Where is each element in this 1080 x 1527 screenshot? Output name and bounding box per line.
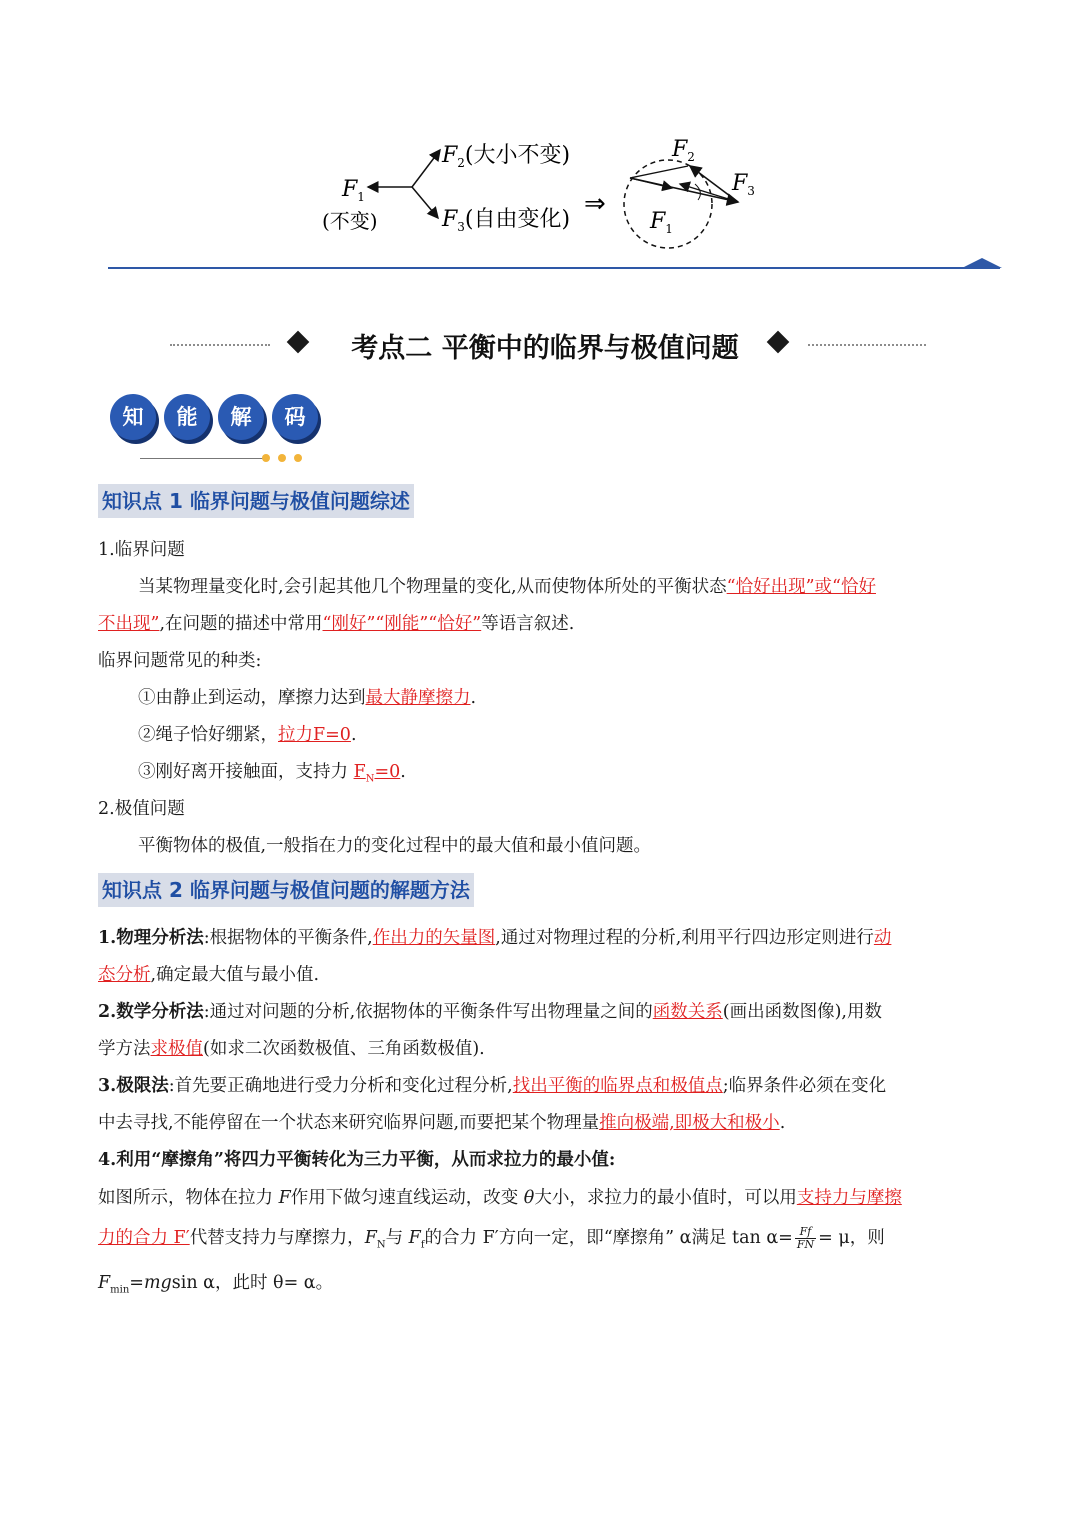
f3-arrow xyxy=(412,187,438,218)
force-diagram xyxy=(300,128,780,258)
kp1-heading: 知识点 1 临界问题与极值问题综述 xyxy=(98,484,414,518)
kp2-m2-line1: 2.数学分析法:通过对问题的分析,依据物体的平衡条件写出物理量之间的函数关系(画出函数图像),用数 xyxy=(98,1002,882,1022)
f2-label: $F_2$(大小不变) xyxy=(442,143,571,170)
header-divider xyxy=(108,267,1000,269)
divider-cap xyxy=(962,258,1002,268)
f2-arrow xyxy=(412,150,440,187)
section-title-row xyxy=(160,320,930,370)
kp2-m4-title: 4.利用“摩擦角”将四力平衡转化为三力平衡，从而求拉力的最小值: xyxy=(98,1150,616,1170)
kp1-kinds: 临界问题常见的种类: xyxy=(98,651,262,671)
f3-label: $F_3$(自由变化) xyxy=(442,207,571,234)
badge-dot xyxy=(262,454,270,462)
f1-note: (不变) xyxy=(322,209,378,233)
badge-neng: 能 xyxy=(164,394,210,440)
section-title: 考点二 平衡中的临界与极值问题 xyxy=(351,333,739,364)
badge-underline xyxy=(140,458,264,459)
friction-ratio: $\frac{Ff}{FN}$ xyxy=(796,1225,815,1251)
kp1-s2-title: 2.极值问题 xyxy=(98,799,185,819)
kp1-p1: 当某物理量变化时,会引起其他几个物理量的变化,从而使物体所处的平衡状态“恰好出现”或“恰好 xyxy=(138,577,876,597)
kp2-m4-line1: 如图所示，物体在拉力 F作用下做匀速直线运动，改变 θ大小，求拉力的最小值时，可以用支持力与摩擦 xyxy=(98,1188,902,1208)
right-f3-label: $F_3$ xyxy=(732,171,755,198)
kp2-m3-line2: 中去寻找,不能停留在一个状态来研究临界问题,而要把某个物理量推向极端,即极大和极小. xyxy=(98,1113,786,1133)
title-dots-left xyxy=(170,344,270,346)
implies-arrow: ⇒ xyxy=(584,189,606,219)
kp2-m2-line2: 学方法求极值(如求二次函数极值、三角函数极值). xyxy=(98,1039,485,1059)
kp2-m1-line2: 态分析,确定最大值与最小值. xyxy=(98,965,320,985)
kp2-m4-line3: $F_{min}=mgsin$ α，此时 θ= α。 xyxy=(98,1273,334,1296)
kp1-s1-title: 1.临界问题 xyxy=(98,540,185,560)
kp1-k2: ②绳子恰好绷紧，拉力F=0. xyxy=(138,725,357,745)
kp2-m3-line1: 3.极限法:首先要正确地进行受力分析和变化过程分析,找出平衡的临界点和极值点;临界条件必须在变化 xyxy=(98,1076,887,1096)
badge-ma: 码 xyxy=(272,394,318,440)
knowledge-badges xyxy=(108,392,328,472)
badge-jie: 解 xyxy=(218,394,264,440)
kp2-m1-line1: 1.物理分析法:根据物体的平衡条件,作出力的矢量图,通过对物理过程的分析,利用平行四边形定则进行动 xyxy=(98,928,892,948)
force-diagram-svg xyxy=(300,128,780,258)
badge-dot xyxy=(294,454,302,462)
kp1-s2-text: 平衡物体的极值,一般指在力的变化过程中的最大值和最小值问题。 xyxy=(138,836,652,856)
badge-dot xyxy=(278,454,286,462)
kp1-k3: ③刚好离开接触面，支持力 $F_N=0$. xyxy=(138,762,406,785)
kp1-k1: ①由静止到运动，摩擦力达到最大静摩擦力. xyxy=(138,688,477,708)
right-f1-label: $F_1$ xyxy=(650,209,673,236)
kp2-m4-line2: 力的合力 F′代替支持力与摩擦力，$F_N$与 $F_f$的合力 F′方向一定，即“摩擦角” α满足 tan α= $\frac{Ff}{FN}$ = μ，则 xyxy=(98,1225,885,1251)
f1-label: $F_1$ xyxy=(342,177,365,204)
kp1-p2: 不出现”,在问题的描述中常用“刚好”“刚能”“恰好”等语言叙述. xyxy=(98,614,575,634)
right-f2-label: $F_2$ xyxy=(672,137,695,164)
title-dots-right xyxy=(808,344,926,346)
kp2-heading: 知识点 2 临界问题与极值问题的解题方法 xyxy=(98,873,474,907)
badge-zhi: 知 xyxy=(110,394,156,440)
